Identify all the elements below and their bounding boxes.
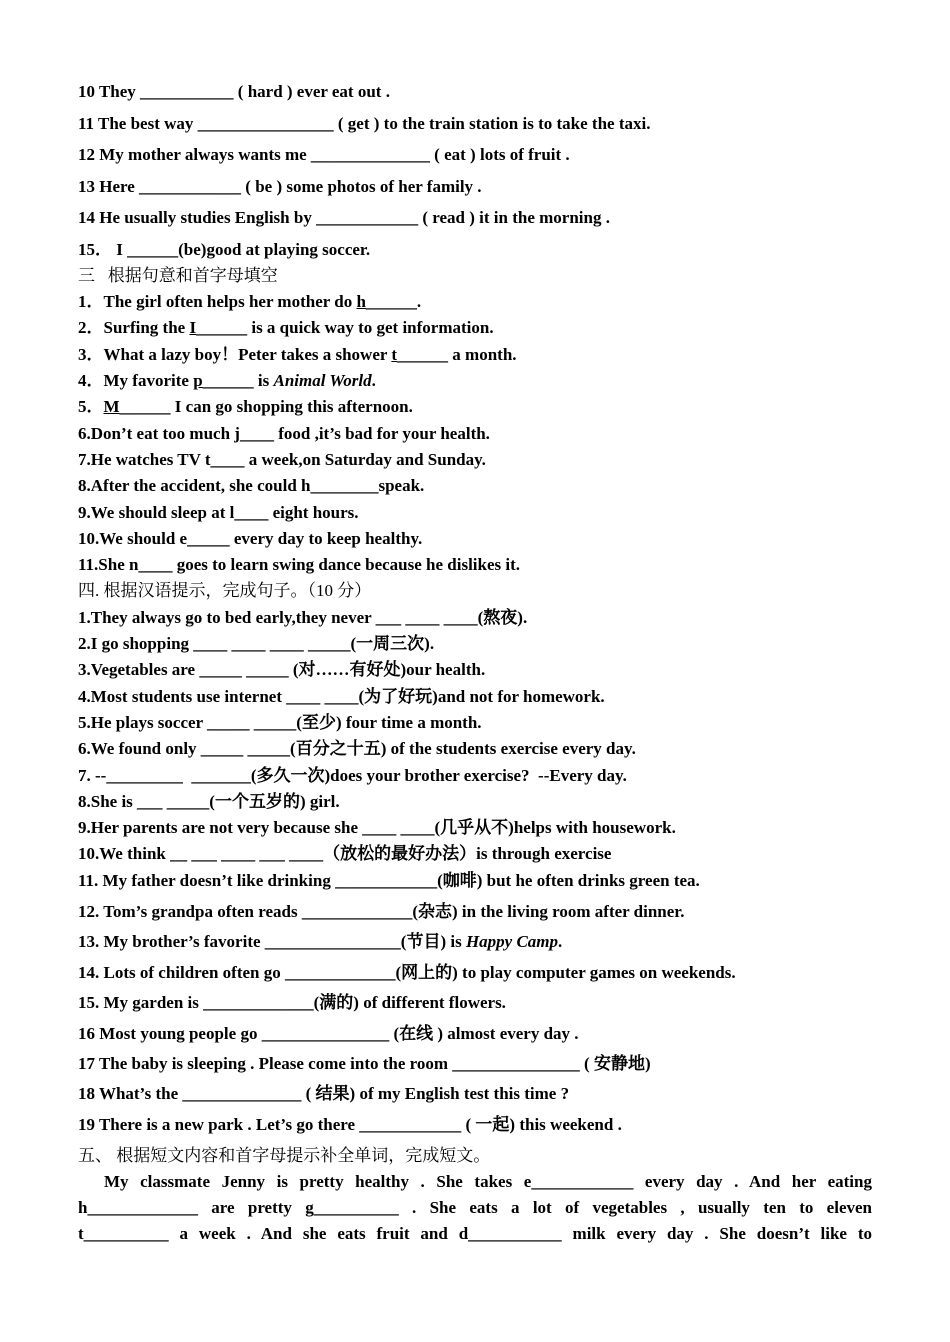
exercise-line: 13 Here ____________ ( be ) some photos of her family . xyxy=(78,177,482,196)
exercise-line: 11. My father doesn’t like drinking ____________(咖啡) but he often drinks green tea. xyxy=(78,871,700,890)
exercise-line: 16 Most young people go _______________ (在线 ) almost every day . xyxy=(78,1024,579,1043)
exercise-line: 9.We should sleep at l____ eight hours. xyxy=(78,503,359,522)
exercise-line: 17 The baby is sleeping . Please come into the room _______________ ( 安静地) xyxy=(78,1054,651,1073)
exercise-line: 11.She n____ goes to learn swing dance because he dislikes it. xyxy=(78,555,521,574)
exercise-line: 15. My garden is _____________(满的) of different flowers. xyxy=(78,993,506,1012)
exercise-line: 5.He plays soccer _____ _____(至少) four time a month. xyxy=(78,713,482,732)
exercise-line: 6.We found only _____ _____(百分之十五) of the students exercise every day. xyxy=(78,739,636,758)
passage-line: h_____________ are pretty g__________ . She eats a lot of vegetables , usually ten to eleven xyxy=(78,1198,872,1217)
exercise-line: 4.Most students use internet ____ ____(为了好玩)and not for homework. xyxy=(78,687,605,706)
exercise-line: 2.I go shopping ____ ____ ____ _____(一周三次). xyxy=(78,634,435,653)
passage-line: My classmate Jenny is pretty healthy . She takes e____________ every day . And her eating xyxy=(104,1172,872,1191)
exercise-line: 12 My mother always wants me ______________ ( eat ) lots of fruit . xyxy=(78,145,570,164)
exercise-line: 2．Surfing the I______ is a quick way to get information. xyxy=(78,318,494,337)
exercise-line: 18 What’s the ______________ ( 结果) of my English test this time ? xyxy=(78,1084,570,1103)
exercise-line: 8.She is ___ _____(一个五岁的) girl. xyxy=(78,792,340,811)
exercise-line: 14 He usually studies English by ____________ ( read ) it in the morning . xyxy=(78,208,610,227)
section-heading: 四. 根据汉语提示，完成句子。（10 分） xyxy=(78,581,372,600)
exercise-line: 1．The girl often helps her mother do h______. xyxy=(78,292,422,311)
exercise-line: 9.Her parents are not very because she ____ ____(几乎从不)helps with housework. xyxy=(78,818,676,837)
section-heading: 三 根据句意和首字母填空 xyxy=(78,266,278,285)
exercise-line: 10 They ___________ ( hard ) ever eat out . xyxy=(78,82,390,101)
exercise-line: 8.After the accident, she could h________speak. xyxy=(78,476,425,495)
exercise-line: 19 There is a new park . Let’s go there ____________ ( 一起) this weekend . xyxy=(78,1115,622,1134)
exercise-line: 7.He watches TV t____ a week,on Saturday and Sunday. xyxy=(78,450,486,469)
exercise-line: 6.Don’t eat too much j____ food ,it’s bad for your health. xyxy=(78,424,490,443)
exercise-line: 10.We think __ ___ ____ ___ ____（放松的最好办法）is through exercise xyxy=(78,844,612,863)
exercise-line: 13. My brother’s favorite ________________(节目) is Happy Camp. xyxy=(78,932,563,951)
exercise-line: 3.Vegetables are _____ _____ (对……有好处)our health. xyxy=(78,660,486,679)
exercise-line: 5．M______ I can go shopping this afternoon. xyxy=(78,397,413,416)
exercise-line: 10.We should e_____ every day to keep healthy. xyxy=(78,529,423,548)
exercise-line: 11 The best way ________________ ( get ) to the train station is to take the taxi. xyxy=(78,114,651,133)
exercise-line: 4．My favorite p______ is Animal World. xyxy=(78,371,376,390)
exercise-line: 7. --_________ _______(多久一次)does your brother exercise? --Every day. xyxy=(78,766,627,785)
exercise-line: 15． I ______(be)good at playing soccer. xyxy=(78,240,371,259)
section-heading: 五、 根据短文内容和首字母提示补全单词，完成短文。 xyxy=(78,1146,491,1165)
exercise-line: 12. Tom’s grandpa often reads _____________(杂志) in the living room after dinner. xyxy=(78,902,685,921)
exercise-line: 1.They always go to bed early,they never ___ ____ ____(熬夜). xyxy=(78,608,528,627)
passage-line: t__________ a week . And she eats fruit and d___________ milk every day . She doesn’t like to xyxy=(78,1224,872,1243)
exercise-line: 3．What a lazy boy！Peter takes a shower t______ a month. xyxy=(78,345,517,364)
exercise-line: 14. Lots of children often go _____________(网上的) to play computer games on weekends. xyxy=(78,963,736,982)
